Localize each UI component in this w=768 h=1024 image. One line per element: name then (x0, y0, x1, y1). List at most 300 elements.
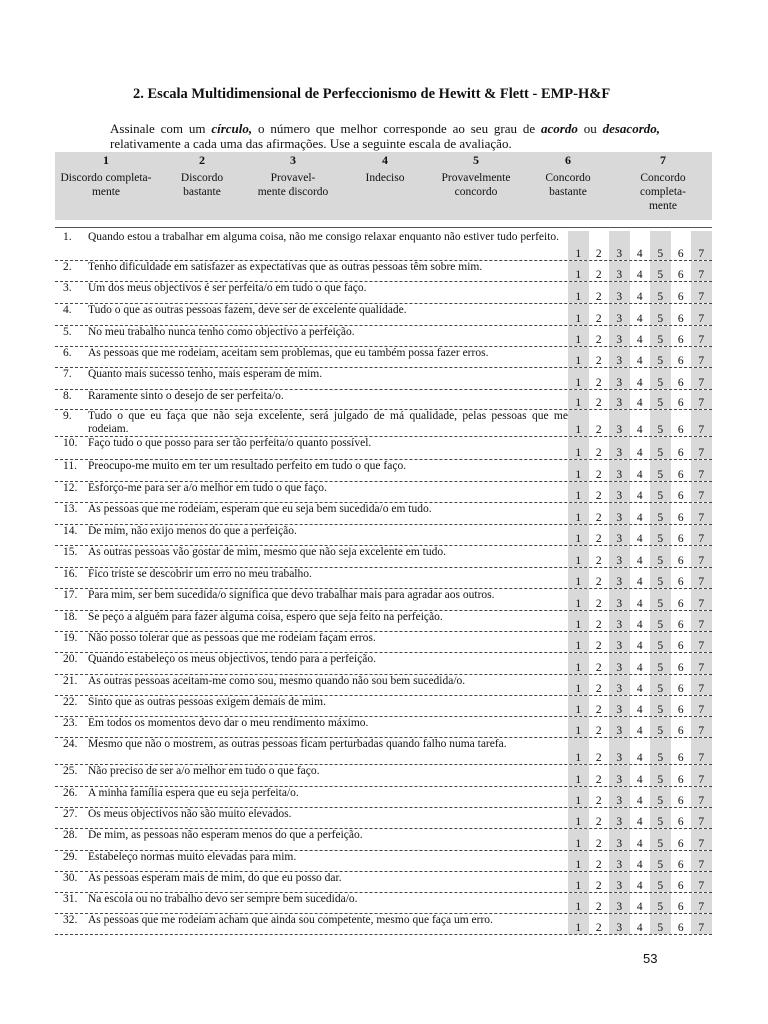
rating-option-7[interactable] (691, 893, 712, 913)
rating-option-4[interactable] (630, 851, 651, 871)
rating-option-1[interactable] (568, 738, 589, 764)
rating-option-label: 2 (595, 859, 602, 871)
rating-option-7[interactable] (691, 410, 712, 436)
rating-option-1[interactable] (568, 525, 589, 545)
rating-option-7[interactable] (691, 568, 712, 588)
rating-option-label: 4 (636, 291, 643, 303)
rating-option-6[interactable] (671, 808, 692, 828)
rating-option-3[interactable] (609, 304, 630, 325)
rating-option-6[interactable] (671, 675, 692, 695)
rating-option-5[interactable] (650, 808, 671, 828)
rating-options (568, 304, 712, 325)
rating-option-1[interactable] (568, 787, 589, 807)
item-text: Tudo o que as outras pessoas fazem, deve ser de excelente qualidade. (88, 304, 407, 316)
rating-option-2[interactable] (589, 410, 610, 436)
rating-option-1[interactable] (568, 261, 589, 281)
rating-option-4[interactable] (630, 611, 651, 631)
instructions (110, 121, 660, 151)
rating-option-3[interactable] (609, 653, 630, 674)
rating-options (568, 546, 712, 567)
rating-option-label: 5 (657, 248, 664, 260)
rating-option-label: 4 (636, 922, 643, 934)
rating-option-7[interactable] (691, 589, 712, 610)
rating-option-7[interactable] (691, 525, 712, 545)
rating-option-5[interactable] (650, 851, 671, 871)
rating-option-4[interactable] (630, 696, 651, 716)
rating-option-3[interactable] (609, 437, 630, 459)
table-row (55, 261, 712, 282)
rating-option-4[interactable] (630, 653, 651, 674)
rating-option-1[interactable] (568, 460, 589, 481)
rating-option-3[interactable] (609, 914, 630, 934)
rating-option-4[interactable] (630, 368, 651, 389)
rating-scale-legend (55, 152, 712, 220)
item-text: As pessoas que me rodeiam, esperam que eu seja bem sucedida/o em tudo. (88, 503, 432, 515)
rating-option-6[interactable] (671, 632, 692, 652)
rating-option-7[interactable] (691, 829, 712, 850)
rating-option-3[interactable] (609, 390, 630, 409)
rating-option-6[interactable] (671, 368, 692, 389)
instructions-text: Assinale com um (110, 121, 212, 136)
rating-option-1[interactable] (568, 437, 589, 459)
rating-option-label: 1 (575, 619, 582, 631)
rating-option-7[interactable] (691, 696, 712, 716)
item-text: Não preciso de ser a/o melhor em tudo o que faço. (88, 765, 320, 777)
rating-option-3[interactable] (609, 611, 630, 631)
rating-option-4[interactable] (630, 589, 651, 610)
rating-option-5[interactable] (650, 717, 671, 737)
rating-option-1[interactable] (568, 304, 589, 325)
rating-option-1[interactable] (568, 808, 589, 828)
item-text: No meu trabalho nunca tenho como objectivo a perfeição. (88, 326, 355, 338)
rating-option-2[interactable] (589, 851, 610, 871)
rating-option-7[interactable] (691, 347, 712, 367)
rating-option-6[interactable] (671, 460, 692, 481)
rating-option-3[interactable] (609, 675, 630, 695)
rating-option-1[interactable] (568, 717, 589, 737)
rating-option-7[interactable] (691, 326, 712, 346)
rating-option-label: 5 (657, 704, 664, 716)
rating-option-4[interactable] (630, 787, 651, 807)
rating-option-3[interactable] (609, 632, 630, 652)
rating-option-5[interactable] (650, 326, 671, 346)
rating-option-1[interactable] (568, 326, 589, 346)
rating-option-4[interactable] (630, 872, 651, 892)
rating-option-5[interactable] (650, 546, 671, 567)
rating-option-5[interactable] (650, 503, 671, 524)
rating-option-label: 6 (677, 355, 684, 367)
rating-option-label: 7 (698, 640, 705, 652)
rating-option-6[interactable] (671, 390, 692, 409)
rating-option-5[interactable] (650, 437, 671, 459)
rating-option-2[interactable] (589, 482, 610, 502)
rating-option-label: 4 (636, 859, 643, 871)
rating-option-4[interactable] (630, 675, 651, 695)
rating-option-4[interactable] (630, 717, 651, 737)
rating-option-label: 1 (575, 555, 582, 567)
rating-option-6[interactable] (671, 437, 692, 459)
rating-option-4[interactable] (630, 738, 651, 764)
rating-option-3[interactable] (609, 829, 630, 850)
rating-option-label: 2 (595, 640, 602, 652)
rating-option-6[interactable] (671, 525, 692, 545)
rating-option-4[interactable] (630, 568, 651, 588)
rating-option-3[interactable] (609, 231, 630, 260)
rating-option-2[interactable] (589, 696, 610, 716)
rating-options (568, 410, 712, 436)
rating-option-4[interactable] (630, 525, 651, 545)
rating-option-label: 5 (657, 512, 664, 524)
rating-option-2[interactable] (589, 808, 610, 828)
scale-number: 2 (199, 153, 205, 167)
rating-option-7[interactable] (691, 437, 712, 459)
rating-option-4[interactable] (630, 347, 651, 367)
rating-option-7[interactable] (691, 503, 712, 524)
rating-option-4[interactable] (630, 914, 651, 934)
rating-option-label: 1 (575, 598, 582, 610)
item-text: Esforço-me para ser a/o melhor em tudo o que faço. (88, 482, 327, 494)
rating-option-6[interactable] (671, 872, 692, 892)
rating-option-5[interactable] (650, 765, 671, 786)
rating-option-1[interactable] (568, 503, 589, 524)
rating-option-6[interactable] (671, 410, 692, 436)
rating-option-4[interactable] (630, 503, 651, 524)
rating-option-label: 3 (616, 683, 623, 695)
rating-option-5[interactable] (650, 282, 671, 303)
rating-option-6[interactable] (671, 696, 692, 716)
rating-option-1[interactable] (568, 282, 589, 303)
rating-option-2[interactable] (589, 231, 610, 260)
rating-option-label: 6 (677, 291, 684, 303)
rating-option-label: 7 (698, 795, 705, 807)
rating-option-2[interactable] (589, 503, 610, 524)
rating-option-4[interactable] (630, 829, 651, 850)
rating-option-6[interactable] (671, 893, 692, 913)
rating-option-6[interactable] (671, 787, 692, 807)
rating-option-2[interactable] (589, 675, 610, 695)
rating-option-4[interactable] (630, 482, 651, 502)
rating-option-3[interactable] (609, 410, 630, 436)
rating-option-5[interactable] (650, 829, 671, 850)
rating-option-label: 6 (677, 922, 684, 934)
rating-option-3[interactable] (609, 696, 630, 716)
rating-option-4[interactable] (630, 808, 651, 828)
rating-option-7[interactable] (691, 632, 712, 652)
rating-option-label: 3 (616, 619, 623, 631)
rating-option-label: 4 (636, 397, 643, 409)
table-row (55, 632, 712, 653)
rating-option-2[interactable] (589, 653, 610, 674)
rating-option-7[interactable] (691, 738, 712, 764)
rating-option-4[interactable] (630, 304, 651, 325)
rating-option-5[interactable] (650, 525, 671, 545)
rating-option-label: 1 (575, 922, 582, 934)
rating-option-3[interactable] (609, 368, 630, 389)
rating-option-6[interactable] (671, 231, 692, 260)
rating-option-1[interactable] (568, 231, 589, 260)
rating-option-7[interactable] (691, 282, 712, 303)
rating-option-2[interactable] (589, 589, 610, 610)
rating-option-5[interactable] (650, 460, 671, 481)
rating-option-7[interactable] (691, 872, 712, 892)
rating-option-2[interactable] (589, 611, 610, 631)
rating-option-6[interactable] (671, 546, 692, 567)
rating-option-label: 4 (636, 795, 643, 807)
rating-option-label: 5 (657, 533, 664, 545)
rating-option-2[interactable] (589, 282, 610, 303)
rating-option-6[interactable] (671, 261, 692, 281)
rating-option-7[interactable] (691, 653, 712, 674)
rating-option-label: 4 (636, 576, 643, 588)
rating-option-3[interactable] (609, 546, 630, 567)
rating-option-label: 1 (575, 901, 582, 913)
rating-option-6[interactable] (671, 282, 692, 303)
rating-option-label: 6 (677, 512, 684, 524)
rating-option-5[interactable] (650, 675, 671, 695)
rating-option-4[interactable] (630, 231, 651, 260)
rating-option-label: 2 (595, 795, 602, 807)
rating-option-label: 6 (677, 859, 684, 871)
rating-option-4[interactable] (630, 546, 651, 567)
rating-option-2[interactable] (589, 568, 610, 588)
rating-option-6[interactable] (671, 738, 692, 764)
rating-option-2[interactable] (589, 326, 610, 346)
rating-option-7[interactable] (691, 787, 712, 807)
item-text: Sinto que as outras pessoas exigem demais de mim. (88, 696, 326, 708)
rating-option-5[interactable] (650, 231, 671, 260)
rating-option-2[interactable] (589, 525, 610, 545)
instructions-acordo: acordo (541, 121, 578, 136)
rating-option-1[interactable] (568, 653, 589, 674)
rating-option-label: 2 (595, 619, 602, 631)
rating-option-4[interactable] (630, 261, 651, 281)
rating-option-2[interactable] (589, 717, 610, 737)
rating-option-7[interactable] (691, 304, 712, 325)
rating-option-label: 4 (636, 725, 643, 737)
rating-option-5[interactable] (650, 893, 671, 913)
rating-option-2[interactable] (589, 765, 610, 786)
rating-option-1[interactable] (568, 368, 589, 389)
rating-option-5[interactable] (650, 261, 671, 281)
rating-option-2[interactable] (589, 546, 610, 567)
rating-option-2[interactable] (589, 368, 610, 389)
rating-option-5[interactable] (650, 914, 671, 934)
rating-option-3[interactable] (609, 525, 630, 545)
rating-option-label: 4 (636, 880, 643, 892)
rating-options (568, 765, 712, 786)
rating-option-4[interactable] (630, 410, 651, 436)
rating-option-4[interactable] (630, 632, 651, 652)
rating-option-label: 7 (698, 683, 705, 695)
rating-option-label: 2 (595, 880, 602, 892)
rating-option-label: 4 (636, 313, 643, 325)
rating-option-2[interactable] (589, 304, 610, 325)
rating-option-5[interactable] (650, 653, 671, 674)
item-number: 19. (63, 632, 78, 644)
rating-option-2[interactable] (589, 261, 610, 281)
rating-option-2[interactable] (589, 872, 610, 892)
rating-option-7[interactable] (691, 460, 712, 481)
rating-option-5[interactable] (650, 611, 671, 631)
rating-option-5[interactable] (650, 589, 671, 610)
rating-option-3[interactable] (609, 738, 630, 764)
rating-option-6[interactable] (671, 851, 692, 871)
rating-option-7[interactable] (691, 231, 712, 260)
rating-option-1[interactable] (568, 765, 589, 786)
rating-option-label: 2 (595, 576, 602, 588)
rating-option-1[interactable] (568, 696, 589, 716)
item-number: 11. (63, 460, 77, 472)
rating-option-1[interactable] (568, 872, 589, 892)
rating-option-6[interactable] (671, 589, 692, 610)
rating-option-2[interactable] (589, 632, 610, 652)
rating-option-6[interactable] (671, 653, 692, 674)
rating-option-5[interactable] (650, 304, 671, 325)
rating-option-2[interactable] (589, 347, 610, 367)
rating-option-label: 5 (657, 555, 664, 567)
rating-option-3[interactable] (609, 893, 630, 913)
rating-option-label: 1 (575, 248, 582, 260)
rating-option-4[interactable] (630, 326, 651, 346)
rating-option-6[interactable] (671, 717, 692, 737)
rating-option-1[interactable] (568, 347, 589, 367)
rating-option-label: 3 (616, 838, 623, 850)
rating-option-7[interactable] (691, 851, 712, 871)
rating-option-6[interactable] (671, 914, 692, 934)
rating-option-3[interactable] (609, 460, 630, 481)
rating-option-label: 7 (698, 533, 705, 545)
rating-option-2[interactable] (589, 914, 610, 934)
rating-option-3[interactable] (609, 568, 630, 588)
rating-option-1[interactable] (568, 675, 589, 695)
rating-option-5[interactable] (650, 787, 671, 807)
rating-option-1[interactable] (568, 893, 589, 913)
rating-option-label: 6 (677, 662, 684, 674)
rating-option-4[interactable] (630, 893, 651, 913)
item-number: 27. (63, 808, 78, 820)
rating-option-1[interactable] (568, 390, 589, 409)
rating-option-label: 7 (698, 816, 705, 828)
rating-option-label: 5 (657, 334, 664, 346)
rating-option-3[interactable] (609, 482, 630, 502)
rating-option-label: 6 (677, 795, 684, 807)
rating-option-4[interactable] (630, 437, 651, 459)
rating-option-7[interactable] (691, 611, 712, 631)
rating-option-4[interactable] (630, 282, 651, 303)
rating-option-7[interactable] (691, 368, 712, 389)
rating-option-7[interactable] (691, 482, 712, 502)
rating-option-3[interactable] (609, 326, 630, 346)
scale-label: Provavelmente concordo (441, 172, 511, 198)
rating-option-1[interactable] (568, 568, 589, 588)
rating-option-5[interactable] (650, 390, 671, 409)
rating-option-4[interactable] (630, 460, 651, 481)
rating-option-3[interactable] (609, 808, 630, 828)
rating-option-3[interactable] (609, 872, 630, 892)
rating-option-label: 5 (657, 774, 664, 786)
rating-option-1[interactable] (568, 914, 589, 934)
rating-option-6[interactable] (671, 482, 692, 502)
rating-option-label: 7 (698, 555, 705, 567)
rating-option-label: 2 (595, 704, 602, 716)
rating-option-6[interactable] (671, 568, 692, 588)
rating-option-1[interactable] (568, 829, 589, 850)
rating-option-2[interactable] (589, 437, 610, 459)
rating-option-6[interactable] (671, 304, 692, 325)
rating-option-1[interactable] (568, 589, 589, 610)
rating-option-1[interactable] (568, 632, 589, 652)
rating-option-5[interactable] (650, 368, 671, 389)
rating-option-label: 3 (616, 598, 623, 610)
rating-option-1[interactable] (568, 546, 589, 567)
rating-option-6[interactable] (671, 326, 692, 346)
rating-option-6[interactable] (671, 829, 692, 850)
rating-option-4[interactable] (630, 765, 651, 786)
rating-option-2[interactable] (589, 460, 610, 481)
rating-option-7[interactable] (691, 914, 712, 934)
rating-option-2[interactable] (589, 893, 610, 913)
rating-option-7[interactable] (691, 808, 712, 828)
rating-option-5[interactable] (650, 568, 671, 588)
scale-label: Concordo bastante (545, 172, 591, 198)
rating-option-7[interactable] (691, 546, 712, 567)
rating-option-label: 6 (677, 704, 684, 716)
rating-option-3[interactable] (609, 347, 630, 367)
rating-option-7[interactable] (691, 675, 712, 695)
rating-option-4[interactable] (630, 390, 651, 409)
rating-option-3[interactable] (609, 589, 630, 610)
rating-option-5[interactable] (650, 738, 671, 764)
rating-option-3[interactable] (609, 787, 630, 807)
rating-option-1[interactable] (568, 410, 589, 436)
rating-option-label: 7 (698, 447, 705, 459)
rating-option-7[interactable] (691, 390, 712, 409)
rating-option-7[interactable] (691, 261, 712, 281)
rating-option-1[interactable] (568, 851, 589, 871)
rating-option-3[interactable] (609, 261, 630, 281)
rating-option-3[interactable] (609, 503, 630, 524)
rating-option-2[interactable] (589, 738, 610, 764)
rating-option-2[interactable] (589, 390, 610, 409)
rating-option-3[interactable] (609, 282, 630, 303)
rating-option-label: 5 (657, 377, 664, 389)
instructions-text: o número que melhor corresponde ao seu grau de (252, 121, 542, 136)
rating-option-3[interactable] (609, 851, 630, 871)
rating-option-6[interactable] (671, 765, 692, 786)
rating-option-7[interactable] (691, 717, 712, 737)
rating-option-3[interactable] (609, 717, 630, 737)
rating-options (568, 611, 712, 631)
rating-option-2[interactable] (589, 829, 610, 850)
rating-option-6[interactable] (671, 503, 692, 524)
rating-option-label: 3 (616, 774, 623, 786)
rating-option-6[interactable] (671, 611, 692, 631)
rating-option-5[interactable] (650, 872, 671, 892)
rating-option-5[interactable] (650, 410, 671, 436)
rating-option-6[interactable] (671, 347, 692, 367)
rating-option-label: 2 (595, 248, 602, 260)
rating-option-5[interactable] (650, 632, 671, 652)
rating-option-5[interactable] (650, 696, 671, 716)
rating-option-7[interactable] (691, 765, 712, 786)
rating-option-5[interactable] (650, 347, 671, 367)
item-number: 28. (63, 829, 78, 841)
rating-option-1[interactable] (568, 482, 589, 502)
rating-option-1[interactable] (568, 611, 589, 631)
rating-option-5[interactable] (650, 482, 671, 502)
rating-option-2[interactable] (589, 787, 610, 807)
rating-option-3[interactable] (609, 765, 630, 786)
